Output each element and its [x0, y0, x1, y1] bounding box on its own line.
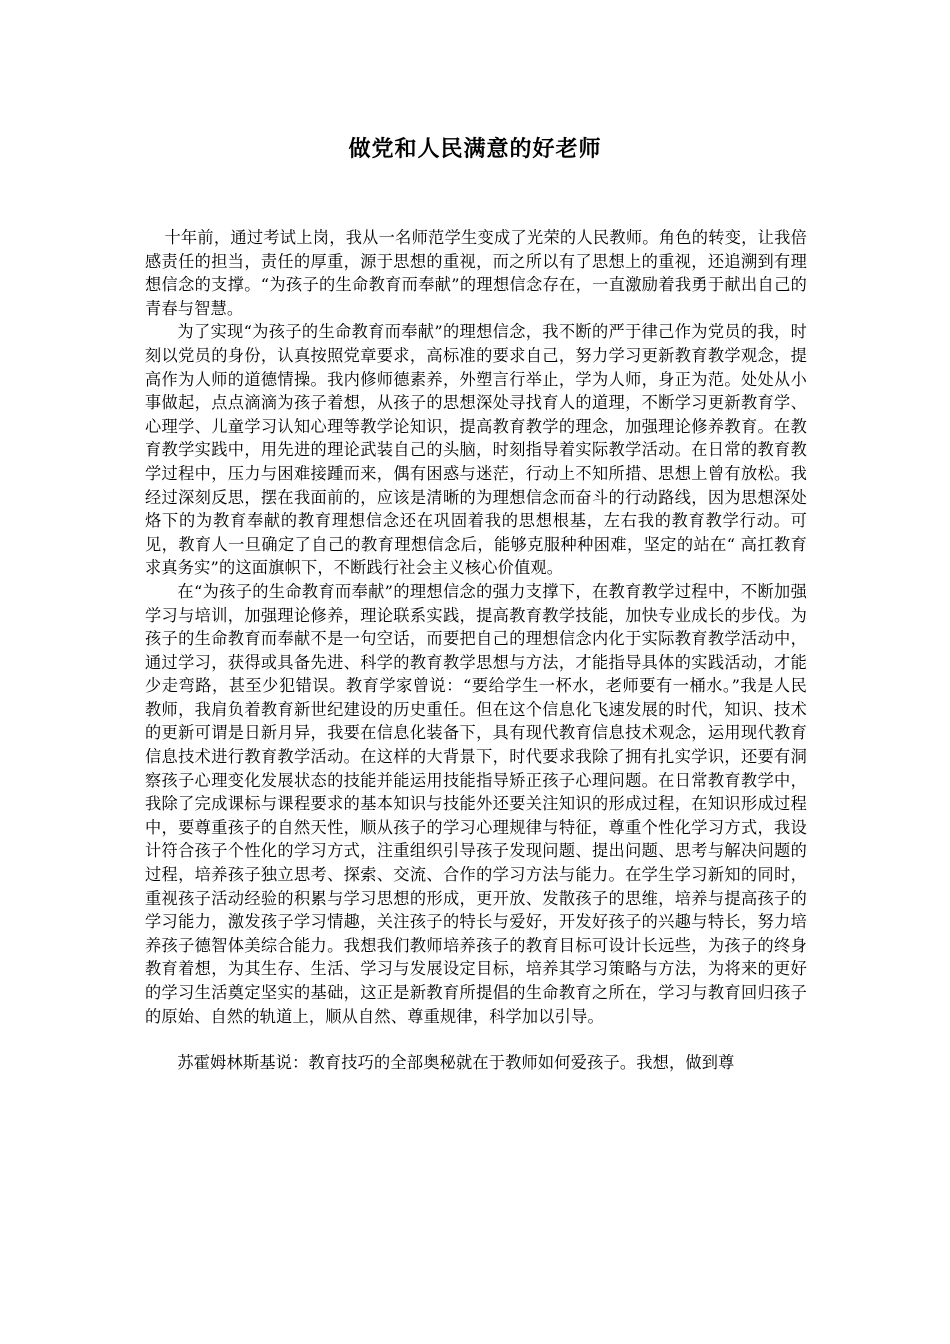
- paragraph-3: 在“为孩子的生命教育而奉献”的理想信念的强力支撑下，在教育教学过程中，不断加强学习与培训，加强理论修养，理论联系实践，提高教育教学技能，加快专业成长的步伐。为孩子的生命教育而奉献不是一句空话，而要把自己的理想信念内化于实际教育教学活动中，通过学习，获得或具备先进、科学的教育教学思想与方法，才能指导具体的实践活动，才能少走弯路，甚至少犯错误。教育学家曾说：“要给学生一杯水，老师要有一桶水。”我是人民教师，我肩负着教育新世纪建设的历史重任。但在这个信息化飞速发展的时代，知识、技术的更新可谓是日新月异，我要在信息化装备下，具有现代教育信息技术观念，运用现代教育信息技术进行教育教学活动。在这样的大背景下，时代要求我除了拥有扎实学识，还要有洞察孩子心理变化发展状态的技能并能运用技能指导矫正孩子心理问题。在日常教育教学中，我除了完成课标与课程要求的基本知识与技能外还要关注知识的形成过程，在知识形成过程中，要尊重孩子的自然天性，顺从孩子的学习心理规律与特征，尊重个性化学习方式，我设计符合孩子个性化的学习方式，注重组织引导孩子发现问题、提出问题、思考与解决问题的过程，培养孩子独立思考、探索、交流、合作的学习方法与能力。在学生学习新知的同时，重视孩子活动经验的积累与学习思想的形成，更开放、发散孩子的思维，培养与提高孩子的学习能力，激发孩子学习情趣，关注孩子的特长与爱好，开发好孩子的兴趣与特长，努力培养孩子德智体美综合能力。我想我们教师培养孩子的教育目标可设计长远些，为孩子的终身教育着想，为其生存、生活、学习与发展设定目标，培养其学习策略与方法，为将来的更好的学习生活奠定坚实的基础，这正是新教育所提倡的生命教育之所在，学习与教育回归孩子的原始、自然的轨道上，顺从自然、尊重规律，科学加以引导。: [145, 581, 807, 1026]
- paragraph-1: 十年前，通过考试上岗，我从一名师范学生变成了光荣的人民教师。角色的转变，让我倍感责任的担当，责任的厚重，源于思想的重视，而之所以有了思想上的重视，还追溯到有理想信念的支撑。“为孩子的生命教育而奉献”的理想信念存在，一直激励着我勇于献出自己的青春与智慧。: [145, 228, 807, 318]
- paragraph-4: 苏霍姆林斯基说：教育技巧的全部奥秘就在于教师如何爱孩子。我想，做到尊: [177, 1053, 735, 1073]
- document-body: [145, 226, 807, 1075]
- document-title: 做党和人民满意的好老师: [348, 136, 602, 162]
- paragraph-2: 为了实现“为孩子的生命教育而奉献”的理想信念，我不断的严于律己作为党员的我，时刻以党员的身份，认真按照党章要求，高标准的要求自己，努力学习更新教育教学观念，提高作为人师的道德情操。我内修师德素养，外塑言行举止，学为人师，身正为范。处处从小事做起，点点滴滴为孩子着想，从孩子的思想深处寻找育人的道理，不断学习更新教育学、心理学、儿童学习认知心理等教学论知识，提高教育教学的理念，加强理论修养教育。在教育教学实践中，用先进的理论武装自己的头脑，时刻指导着实际教学活动。在日常的教育教学过程中，压力与困难接踵而来，偶有困惑与迷茫，行动上不知所措、思想上曾有放松。我经过深刻反思，摆在我面前的，应该是清晰的为理想信念而奋斗的行动路线，因为思想深处烙下的为教育奉献的教育理想信念还在巩固着我的思想根基，左右我的教育教学行动。可见，教育人一旦确定了自己的教育理想信念后，能够克服种种困难，坚定的站在“ 高扛教育求真务实”的这面旗帜下，不断践行社会主义核心价值观。: [145, 322, 807, 578]
